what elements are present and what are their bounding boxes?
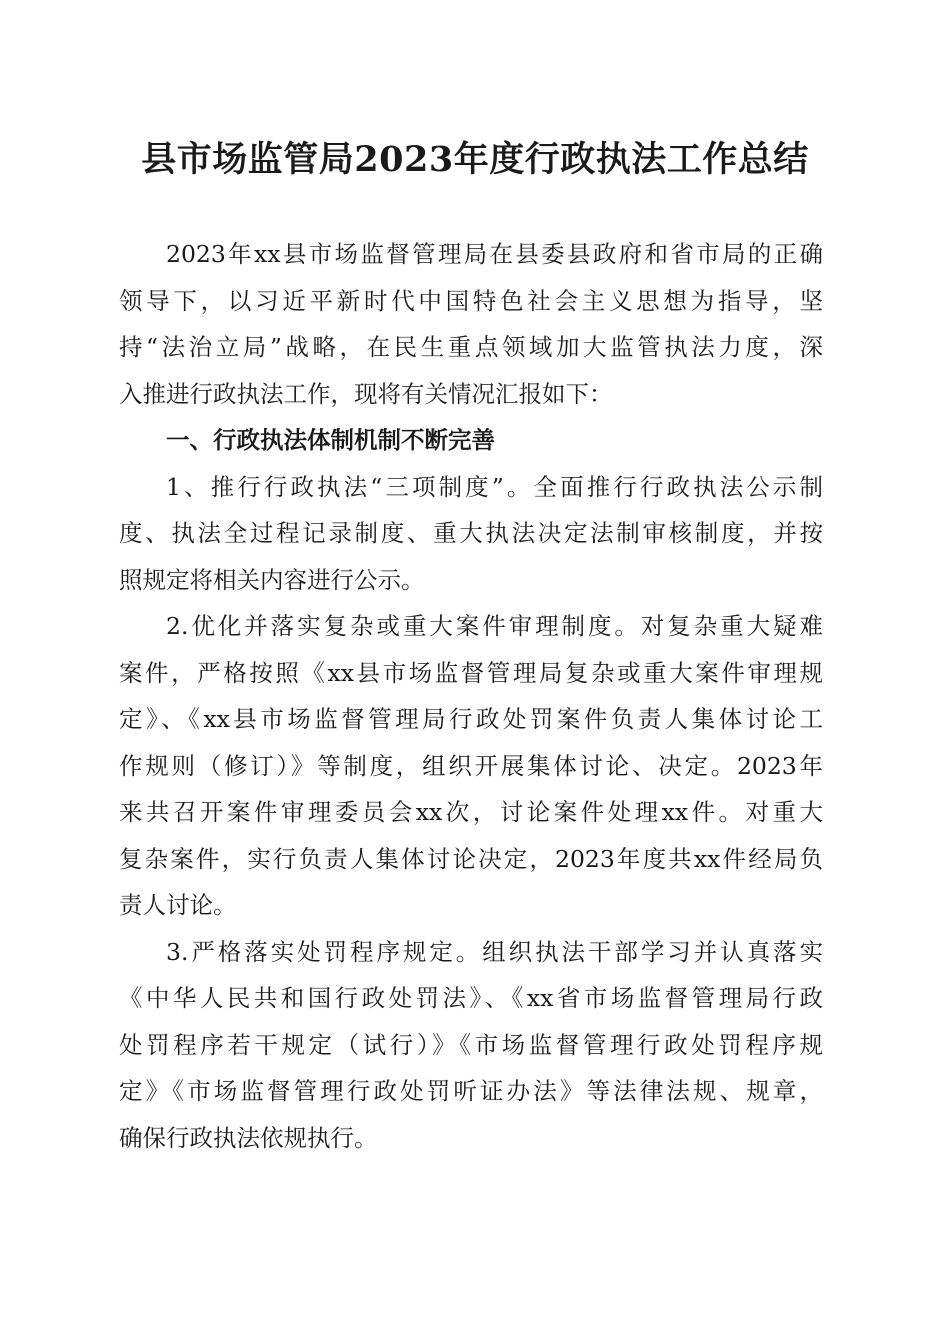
item-1-paragraph — [119, 464, 823, 604]
intro-line: 持“法治立局”战略，在民生重点领域加大监管执法力度，深 — [119, 333, 823, 361]
item-1-line: 1、推行行政执法“三项制度”。全面推行行政执法公示制 — [166, 472, 823, 501]
intro-paragraph — [119, 231, 823, 417]
item-3-line: 确保行政执法依规执行。 — [119, 1123, 378, 1152]
item-2-line: 责人讨论。 — [119, 891, 237, 919]
item-3-line: 定》《市场监督管理行政处罚听证办法》等法律法规、规章， — [119, 1077, 823, 1105]
item-2-line: 作规则（修订）》等制度，组织开展集体讨论、决定。2023年 — [119, 751, 823, 780]
intro-line: 领导下，以习近平新时代中国特色社会主义思想为指导，坚 — [119, 286, 823, 315]
intro-line: 2023年xx县市场监督管理局在县委县政府和省市局的正确 — [166, 240, 823, 268]
item-1-line: 度、执法全过程记录制度、重大执法决定法制审核制度，并按 — [119, 519, 823, 547]
document-body — [119, 231, 823, 1161]
section-heading: 一、行政执法体制机制不断完善 — [166, 426, 495, 454]
document-title: 县市场监管局2023年度行政执法工作总结 — [141, 139, 809, 180]
item-2-line: 来共召开案件审理委员会xx次，讨论案件处理xx件。对重大 — [119, 798, 823, 826]
item-3-paragraph — [119, 929, 823, 1162]
item-2-line: 案件，严格按照《xx县市场监督管理局复杂或重大案件审理规 — [119, 658, 823, 687]
item-3-line: 《中华人民共和国行政处罚法》、《xx省市场监督管理局行政 — [119, 984, 823, 1012]
item-2-paragraph — [119, 603, 823, 929]
intro-line: 入推进行政执法工作，现将有关情况汇报如下： — [119, 379, 613, 408]
item-1-line: 照规定将相关内容进行公示。 — [119, 565, 425, 594]
item-3-line: 处罚程序若干规定（试行）》《市场监督管理行政处罚程序规 — [119, 1030, 823, 1059]
item-2-line: 定》、《xx县市场监督管理局行政处罚案件负责人集体讨论工 — [119, 705, 823, 733]
item-2-line: 复杂案件，实行负责人集体讨论决定，2023年度共xx件经局负 — [119, 844, 823, 873]
item-2-line: 2.优化并落实复杂或重大案件审理制度。对复杂重大疑难 — [166, 612, 823, 640]
item-3-line: 3.严格落实处罚程序规定。组织执法干部学习并认真落实 — [166, 937, 823, 966]
